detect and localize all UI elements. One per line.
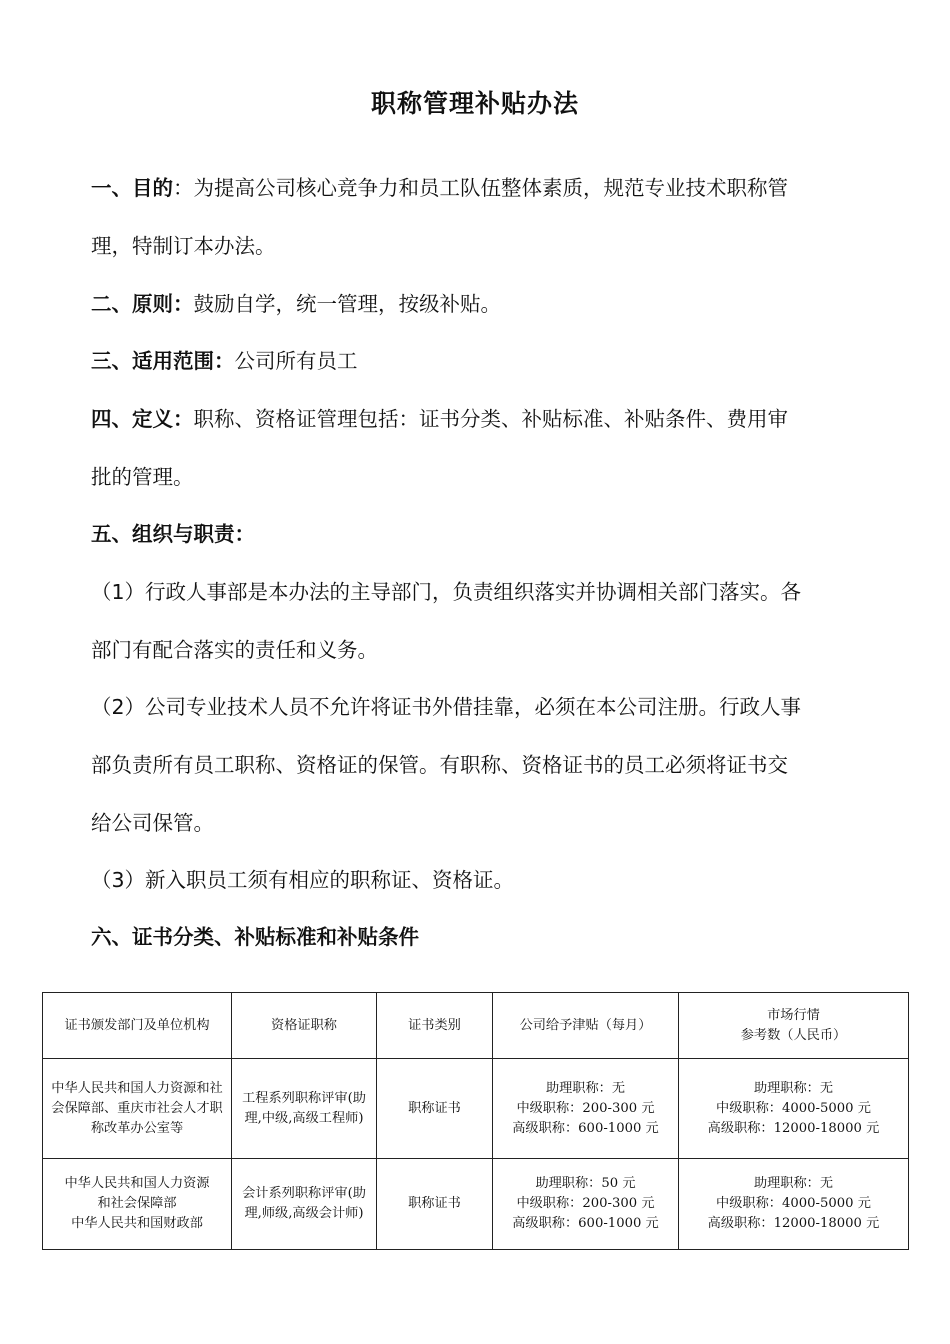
cell-allowance: [493, 1059, 679, 1159]
market-senior: 高级职称：12000-18000 元: [707, 1120, 880, 1136]
cell-cert: [232, 1159, 377, 1250]
table-row: [43, 1059, 909, 1159]
allowance-intermediate: 中级职称：200-300 元: [516, 1100, 655, 1116]
market-intermediate: 中级职称：4000-5000 元: [716, 1196, 871, 1211]
market-assistant: 助理职称：无: [753, 1080, 834, 1096]
text-duty-2-cont: 部负责所有员工职称、资格证的保管。有职称、资格证书的员工必须将证书交: [91, 753, 788, 777]
header-issuer: 证书颁发部门及单位机构: [43, 993, 232, 1059]
para-scope: [91, 346, 358, 376]
para-duty-1: [91, 577, 801, 607]
table-row: [43, 1159, 909, 1250]
para-duty-3: [91, 865, 514, 895]
text-duty-1-cont: 部门有配合落实的责任和义务。: [91, 638, 378, 662]
text-principle: 鼓励自学，统一管理，按级补贴。: [193, 292, 501, 316]
text-purpose: ：为提高公司核心竞争力和员工队伍整体素质，规范专业技术职称管: [173, 176, 788, 200]
cell-cert: [232, 1059, 377, 1159]
header-market: [679, 993, 909, 1059]
cell-market: [679, 1059, 909, 1159]
allowance-intermediate: 中级职称：200-300 元: [516, 1196, 655, 1211]
allowance-assistant: 助理职称：无: [545, 1080, 626, 1096]
text-purpose-cont: 理，特制订本办法。: [91, 234, 276, 258]
header-cert: 资格证职称: [232, 993, 377, 1059]
header-market-line1: 市场行情: [767, 1007, 820, 1023]
allowance-assistant: 助理职称：50 元: [535, 1176, 636, 1191]
heading-definition: 四、定义：: [91, 407, 194, 431]
heading-scope: 三、适用范围：: [91, 349, 235, 373]
issuer-line-3: 中华人民共和国财政部: [71, 1216, 203, 1231]
market-assistant: 助理职称：无: [753, 1176, 834, 1191]
para-definition-cont: [91, 462, 194, 492]
para-duty-2-end: [91, 808, 214, 838]
heading-organization: 五、组织与职责：: [91, 522, 255, 546]
text-definition: 职称、资格证管理包括：证书分类、补贴标准、补贴条件、费用审: [193, 407, 788, 431]
text-duty-3: （3）新入职员工须有相应的职称证、资格证。: [91, 868, 515, 892]
issuer-line-2: 和社会保障部: [97, 1196, 177, 1211]
header-market-line2: 参考数（人民币）: [740, 1027, 847, 1043]
header-allowance: 公司给予津贴（每月）: [493, 993, 679, 1059]
market-senior: 高级职称：12000-18000 元: [707, 1216, 880, 1231]
para-duty-2: [91, 692, 801, 722]
para-section-six: [91, 922, 419, 952]
para-principle: [91, 289, 501, 319]
cert-text: 工程系列职称评审(助理,中级,高级工程师): [242, 1090, 366, 1126]
table-header-row: [43, 993, 909, 1059]
cell-allowance: [493, 1159, 679, 1250]
para-organization: [91, 519, 255, 549]
cell-issuer: [43, 1159, 232, 1250]
text-scope: 公司所有员工: [234, 349, 358, 373]
issuer-text: 中华人民共和国人力资源和社会保障部、重庆市社会人才职称改革办公室等: [51, 1080, 223, 1136]
document-title: 职称管理补贴办法: [370, 89, 579, 118]
para-duty-1-cont: [91, 635, 378, 665]
text-duty-2-end: 给公司保管。: [91, 811, 214, 835]
para-purpose: [91, 173, 788, 203]
header-category: 证书类别: [377, 993, 493, 1059]
para-definition: [91, 404, 788, 434]
allowance-senior: 高级职称：600-1000 元: [512, 1120, 659, 1136]
heading-purpose: 一、目的: [91, 176, 173, 200]
allowance-senior: 高级职称：600-1000 元: [512, 1216, 659, 1231]
para-duty-2-cont: [91, 750, 788, 780]
cell-issuer: [43, 1059, 232, 1159]
cell-category: 职称证书: [377, 1159, 493, 1250]
market-intermediate: 中级职称：4000-5000 元: [716, 1100, 871, 1116]
text-duty-1: （1）行政人事部是本办法的主导部门，负责组织落实并协调相关部门落实。各: [91, 580, 802, 604]
para-purpose-cont: [91, 231, 276, 261]
cert-text: 会计系列职称评审(助理,师级,高级会计师): [242, 1186, 366, 1221]
issuer-line-1: 中华人民共和国人力资源: [64, 1176, 210, 1191]
heading-section-six: 六、证书分类、补贴标准和补贴条件: [91, 925, 419, 949]
text-definition-cont: 批的管理。: [91, 465, 194, 489]
cell-market: [679, 1159, 909, 1250]
text-duty-2: （2）公司专业技术人员不允许将证书外借挂靠，必须在本公司注册。行政人事: [91, 695, 802, 719]
heading-principle: 二、原则：: [91, 292, 194, 316]
cell-category: 职称证书: [377, 1059, 493, 1159]
certificate-table: [42, 992, 909, 1250]
